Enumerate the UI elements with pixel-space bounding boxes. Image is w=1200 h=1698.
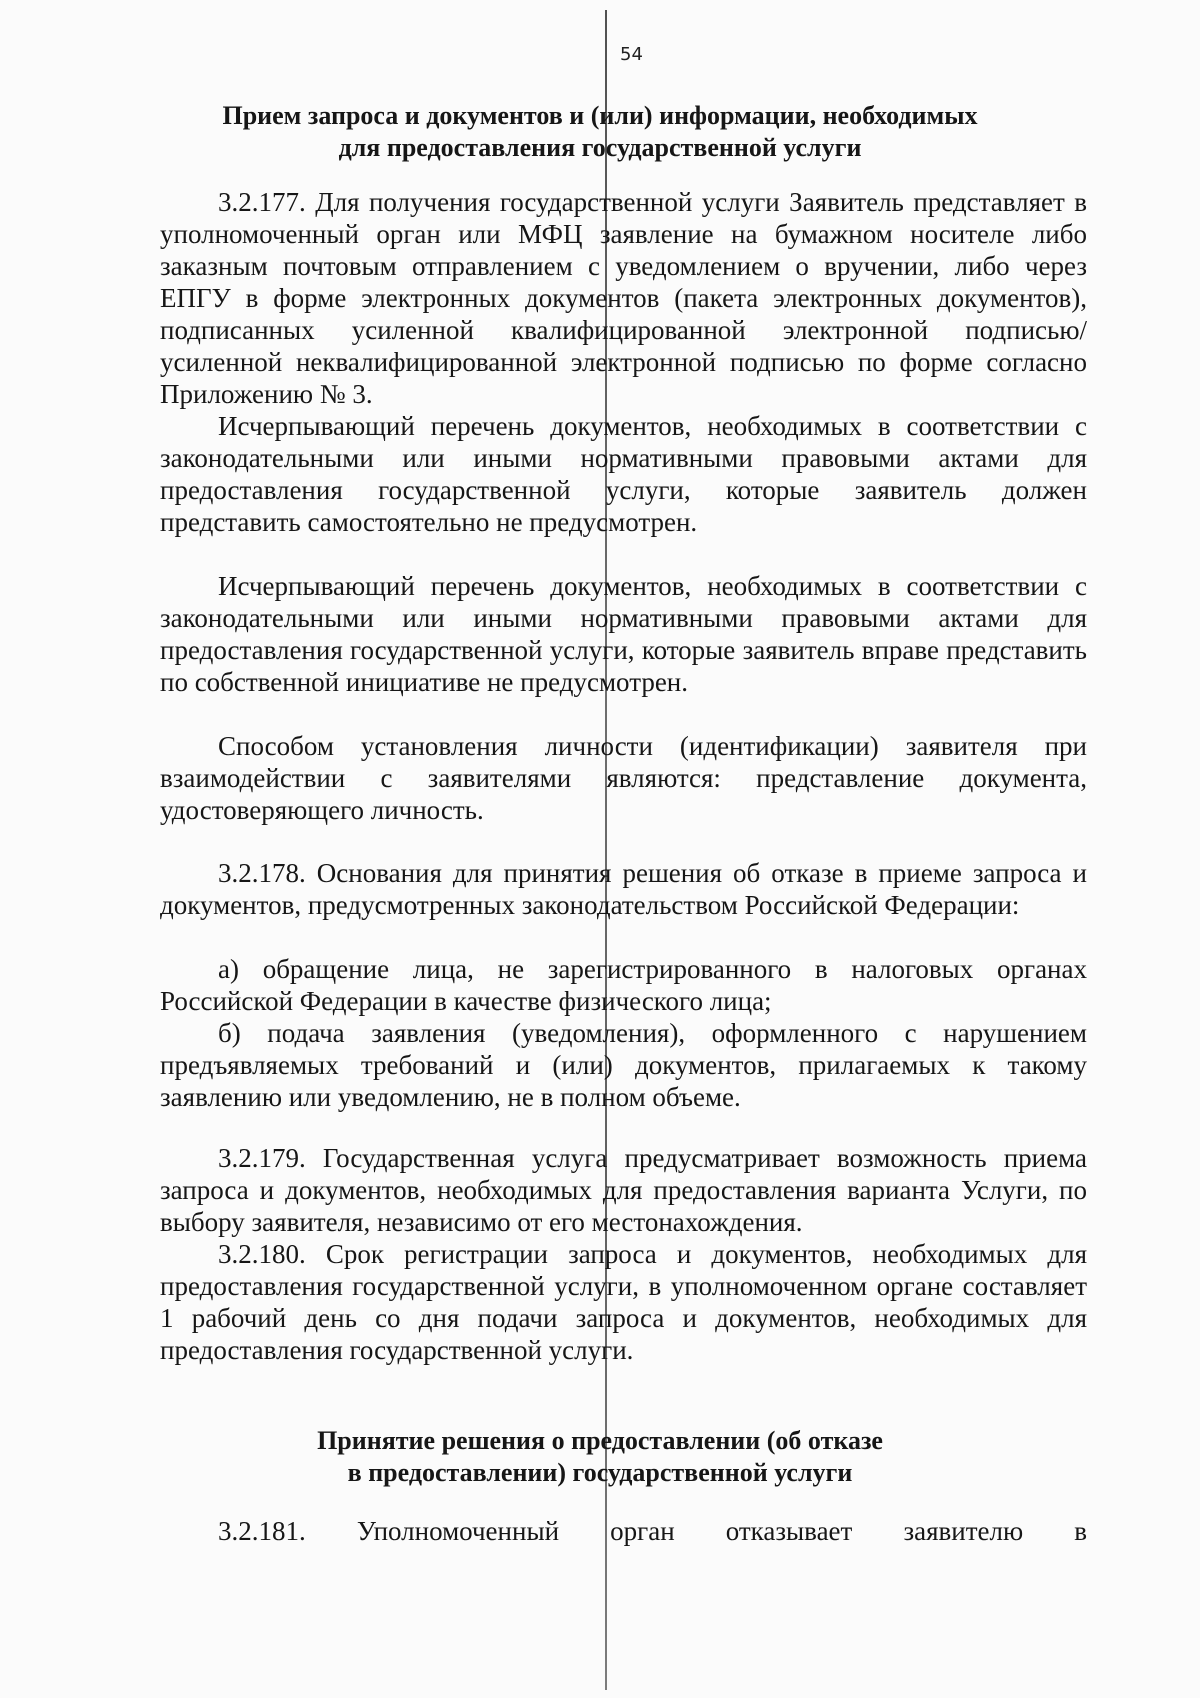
section-heading-decision xyxy=(0,1425,1200,1489)
page-number: 54 xyxy=(620,44,643,65)
paragraph-3-2-179: 3.2.179. Государственная услуга предусматривает возможность приема запроса и документов, необходимых для предоставления варианта Услуги, по выбору заявителя, независимо от его местонахождения. xyxy=(160,1143,1087,1237)
section-heading-line: Принятие решения о предоставлении (об отказе xyxy=(317,1426,883,1455)
section-heading-line: для предоставления государственной услуги xyxy=(338,133,862,162)
section-heading-reception xyxy=(0,100,1200,164)
paragraph-item-b: б) подача заявления (уведомления), оформленного с нарушением предъявляемых требований и (или) документов, прилагаемых к такому заявлению или уведомлению, не в полном объеме. xyxy=(160,1018,1087,1112)
paragraph-3-2-181: 3.2.181. Уполномоченный орган отказывает заявителю в xyxy=(218,1516,1087,1546)
paragraph-identification: Способом установления личности (идентификации) заявителя при взаимодействии с заявителями являются: представление документа, удостоверяющего личность. xyxy=(160,731,1087,825)
paragraph-item-a: а) обращение лица, не зарегистрированного в налоговых органах Российской Федерации в качестве физического лица; xyxy=(160,954,1087,1016)
section-heading-line: в предоставлении) государственной услуги xyxy=(347,1458,853,1487)
paragraph-3-2-177: 3.2.177. Для получения государственной услуги Заявитель представляет в уполномоченный орган или МФЦ заявление на бумажном носителе либо заказным почтовым отправлением с уведомлением о вручении, либо через ЕПГУ в форме электронных документов (пакета электронных документов), подписанных усиленной квалифицированной электронной подписью/усиленной неквалифицированной электронной подписью по форме согласно Приложению № 3. xyxy=(160,187,1087,409)
paragraph-3-2-180: 3.2.180. Срок регистрации запроса и документов, необходимых для предоставления государственной услуги, в уполномоченном органе составляет 1 рабочий день со дня подачи запроса и документов, необходимых для предоставления государственной услуги. xyxy=(160,1239,1087,1365)
paragraph-optional-documents: Исчерпывающий перечень документов, необходимых в соответствии с законодательными или иными нормативными правовыми актами для предоставления государственной услуги, которые заявитель вправе представить по собственной инициативе не предусмотрен. xyxy=(160,571,1087,697)
section-heading-line: Прием запроса и документов и (или) информации, необходимых xyxy=(222,101,978,130)
paragraph-3-2-178: 3.2.178. Основания для принятия решения об отказе в приеме запроса и документов, предусмотренных законодательством Российской Федерации: xyxy=(160,858,1087,920)
paragraph-mandatory-documents: Исчерпывающий перечень документов, необходимых в соответствии с законодательными или иными нормативными правовыми актами для предоставления государственной услуги, которые заявитель должен представить самостоятельно не предусмотрен. xyxy=(160,411,1087,537)
